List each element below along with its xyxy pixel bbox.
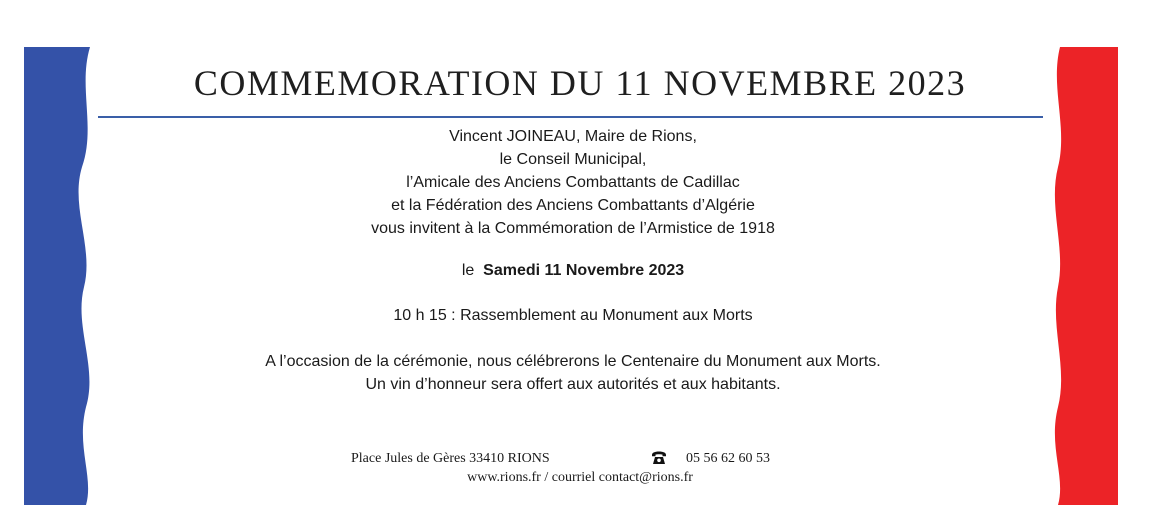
- host-line: Vincent JOINEAU, Maire de Rions,: [449, 128, 697, 145]
- host-line: le Conseil Municipal,: [499, 151, 647, 168]
- schedule-line: 10 h 15 : Rassemblement au Monument aux Morts: [393, 307, 753, 324]
- address: Place Jules de Gères 33410 RIONS: [351, 451, 550, 466]
- event-date: [200, 260, 946, 282]
- page-title: COMMEMORATION DU 11 NOVEMBRE 2023: [193, 63, 967, 103]
- host-line: l’Amicale des Anciens Combattants de Cadillac: [406, 174, 740, 191]
- footer: [300, 449, 860, 487]
- phone-number: 05 56 62 60 53: [686, 451, 770, 466]
- flag-blue-stripe: [24, 47, 96, 505]
- telephone-icon: [651, 451, 667, 465]
- note-line: Un vin d’honneur sera offert aux autorités et aux habitants.: [365, 376, 781, 393]
- web-contact: www.rions.fr / courriel contact@rions.fr: [467, 470, 693, 485]
- notes-block: [180, 350, 966, 396]
- date-value: Samedi 11 Novembre 2023: [483, 262, 685, 279]
- hosts-block: [200, 125, 946, 240]
- note-line: A l’occasion de la cérémonie, nous célébrerons le Centenaire du Monument aux Morts.: [265, 353, 881, 370]
- flag-red-stripe: [1052, 47, 1118, 505]
- host-line: vous invitent à la Commémoration de l’Armistice de 1918: [371, 220, 775, 237]
- title-divider: [98, 116, 1043, 118]
- date-prefix: le: [461, 262, 475, 279]
- host-line: et la Fédération des Anciens Combattants d’Algérie: [391, 197, 755, 214]
